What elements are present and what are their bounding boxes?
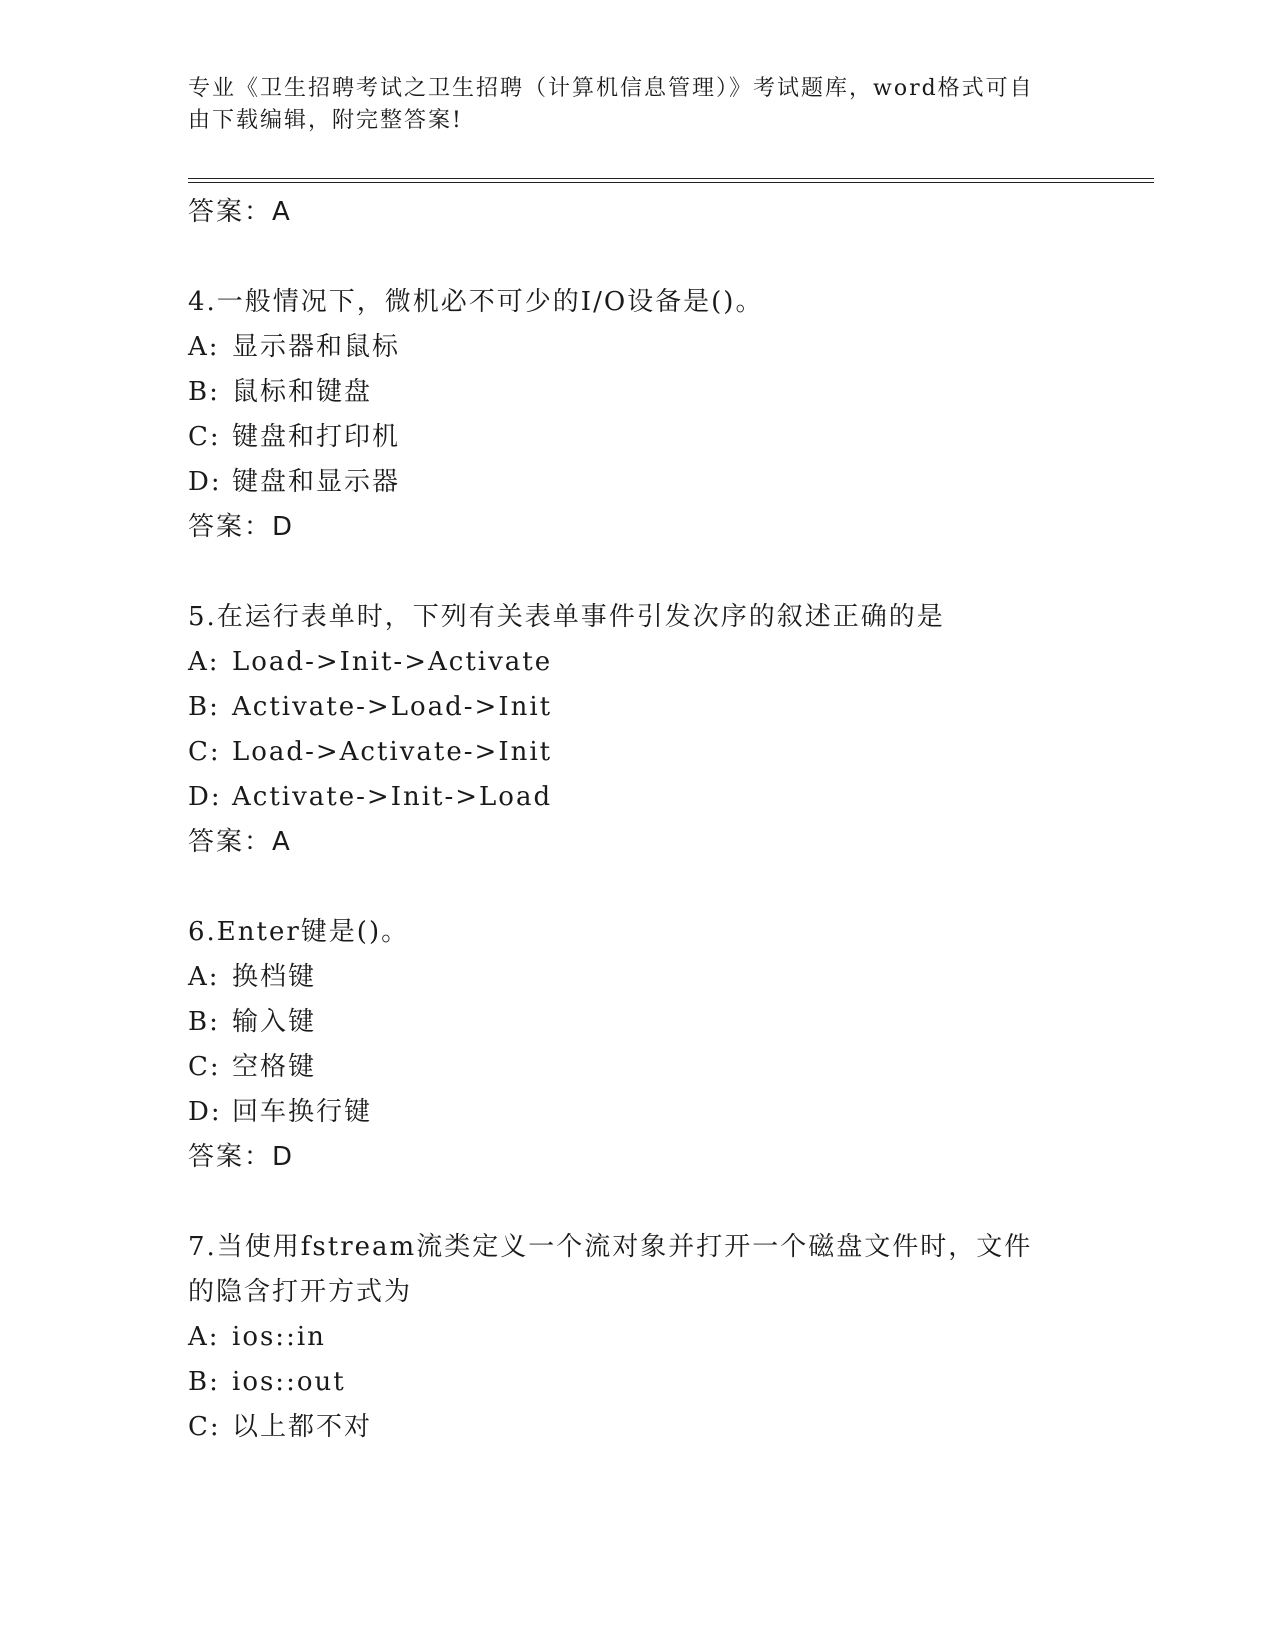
header-rule-bottom: [188, 182, 1154, 183]
option-b: [188, 370, 1088, 415]
option-letter: A:: [188, 962, 220, 992]
option-text: ios::out: [232, 1367, 346, 1397]
question-list: [188, 190, 1088, 1450]
option-text: 换档键: [232, 962, 317, 992]
option-d: [188, 1090, 1088, 1135]
question-stem: 5.在运行表单时，下列有关表单事件引发次序的叙述正确的是: [188, 602, 945, 632]
spacer: [188, 864, 1088, 910]
spacer: [188, 234, 1088, 280]
option-letter: A:: [188, 1322, 220, 1352]
option-text: ios::in: [232, 1322, 326, 1352]
option-letter: C:: [188, 422, 221, 452]
option-c: [188, 730, 1088, 775]
option-letter: D:: [188, 782, 222, 812]
header-line-2: 由下载编辑，附完整答案!: [188, 108, 463, 133]
answer-line: [188, 505, 1088, 549]
option-text: 显示器和鼠标: [232, 332, 401, 362]
option-a: [188, 640, 1088, 685]
option-text: 回车换行键: [232, 1097, 373, 1127]
option-c: [188, 415, 1088, 460]
option-text: 鼠标和键盘: [232, 377, 373, 407]
question-item: [188, 910, 1088, 1135]
question-stem: 4.一般情况下，微机必不可少的I/O设备是()。: [188, 287, 764, 317]
option-letter: C:: [188, 737, 221, 767]
option-letter: B:: [188, 377, 220, 407]
option-c: [188, 1045, 1088, 1090]
answer-value: A: [272, 827, 291, 857]
question-item: [188, 280, 1088, 505]
option-letter: A:: [188, 647, 220, 677]
header-rule-top: [188, 178, 1154, 179]
option-b: [188, 685, 1088, 730]
option-d: [188, 775, 1088, 820]
option-a: [188, 955, 1088, 1000]
option-text: Activate->Init->Load: [232, 782, 553, 812]
answer-label: 答案：: [188, 827, 273, 857]
answer-line: [188, 190, 1088, 234]
document-header: [188, 73, 1068, 137]
option-text: 键盘和打印机: [232, 422, 401, 452]
option-text: Load->Init->Activate: [232, 647, 553, 677]
answer-line: [188, 820, 1088, 864]
option-text: Load->Activate->Init: [232, 737, 553, 767]
answer-value: D: [272, 1142, 294, 1172]
option-b: [188, 1360, 1088, 1405]
option-letter: D:: [188, 1097, 222, 1127]
option-a: [188, 1315, 1088, 1360]
question-item: [188, 595, 1088, 820]
option-letter: C:: [188, 1412, 221, 1442]
option-a: [188, 325, 1088, 370]
option-text: 输入键: [232, 1007, 317, 1037]
answer-label: 答案：: [188, 1142, 273, 1172]
option-letter: C:: [188, 1052, 221, 1082]
option-text: Activate->Load->Init: [232, 692, 553, 722]
option-text: 空格键: [232, 1052, 317, 1082]
answer-label: 答案：: [188, 197, 273, 227]
question-stem: 7.当使用fstream流类定义一个流对象并打开一个磁盘文件时，文件: [188, 1232, 1033, 1262]
spacer: [188, 549, 1088, 595]
option-letter: B:: [188, 1007, 220, 1037]
answer-value: A: [272, 197, 291, 227]
option-d: [188, 460, 1088, 505]
option-c: [188, 1405, 1088, 1450]
option-letter: D:: [188, 467, 222, 497]
spacer: [188, 1179, 1088, 1225]
question-stem: 6.Enter键是()。: [188, 917, 410, 947]
answer-label: 答案：: [188, 512, 273, 542]
answer-line: [188, 1135, 1088, 1179]
option-text: 以上都不对: [232, 1412, 373, 1442]
option-b: [188, 1000, 1088, 1045]
answer-value: D: [272, 512, 294, 542]
header-line-1: 专业《卫生招聘考试之卫生招聘（计算机信息管理）》考试题库，word格式可自: [188, 76, 1034, 101]
option-text: 键盘和显示器: [232, 467, 401, 497]
option-letter: B:: [188, 1367, 220, 1397]
option-letter: A:: [188, 332, 220, 362]
question-item: [188, 1225, 1088, 1450]
option-letter: B:: [188, 692, 220, 722]
question-stem-continued: 的隐含打开方式为: [188, 1277, 413, 1307]
